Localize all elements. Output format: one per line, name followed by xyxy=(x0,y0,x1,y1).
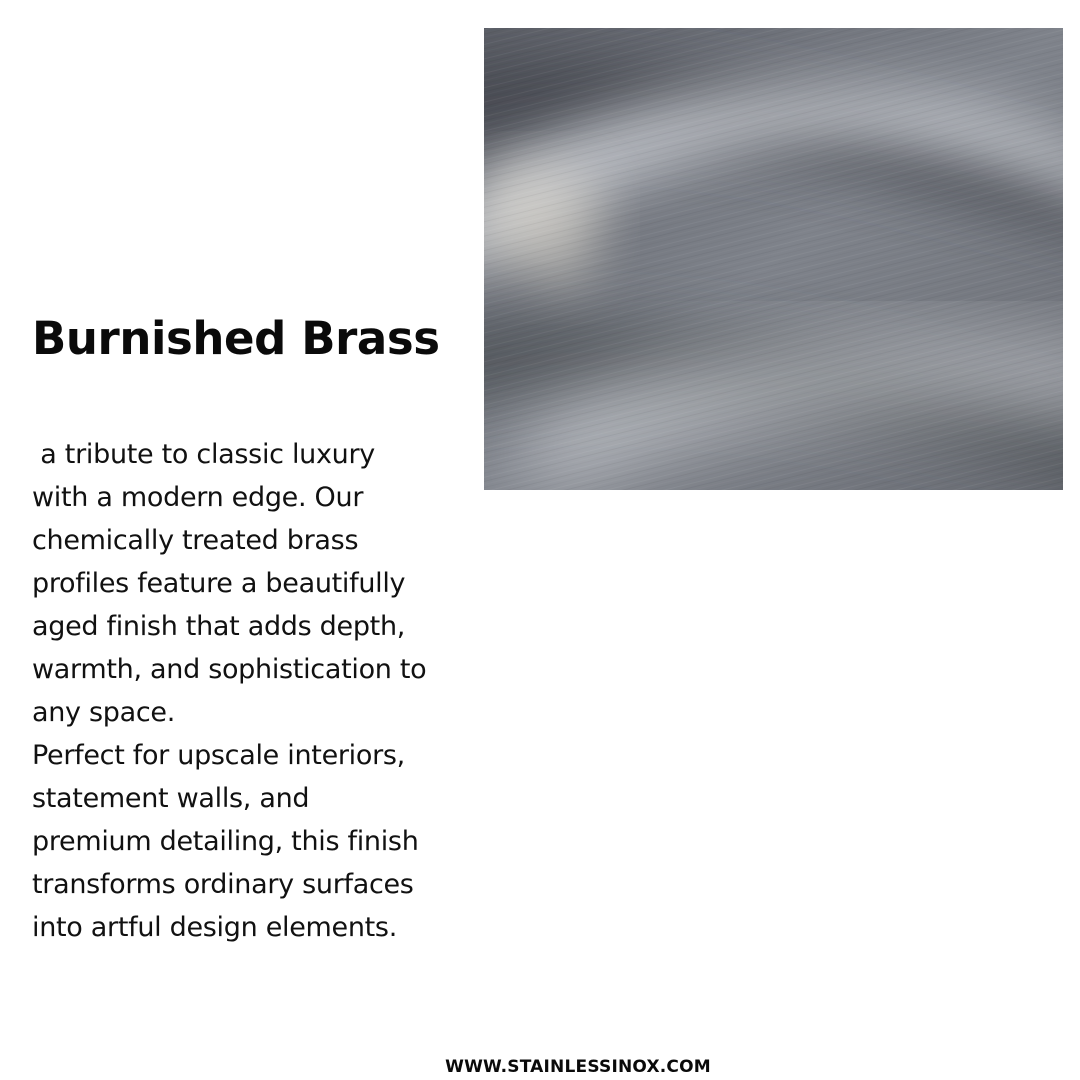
page-title: Burnished Brass xyxy=(32,312,440,365)
description-line: Perfect for upscale interiors, xyxy=(32,740,405,771)
product-description xyxy=(32,433,487,949)
description-line: statement walls, and xyxy=(32,783,310,814)
footer-website-url: WWW.STAINLESSINOX.COM xyxy=(445,1057,711,1077)
description-line: premium detailing, this finish xyxy=(32,826,419,857)
description-line: profiles feature a beautifully xyxy=(32,568,406,599)
description-line: a tribute to classic luxury xyxy=(32,439,375,470)
description-line: aged finish that adds depth, xyxy=(32,611,406,642)
description-line: transforms ordinary surfaces xyxy=(32,869,414,900)
description-line: warmth, and sophistication to xyxy=(32,654,427,685)
description-line: any space. xyxy=(32,697,176,728)
brushed-metal-sample-image xyxy=(484,28,1063,490)
brushed-metal-texture xyxy=(484,28,1063,490)
description-line: into artful design elements. xyxy=(32,912,397,943)
description-line: with a modern edge. Our xyxy=(32,482,364,513)
description-line: chemically treated brass xyxy=(32,525,359,556)
